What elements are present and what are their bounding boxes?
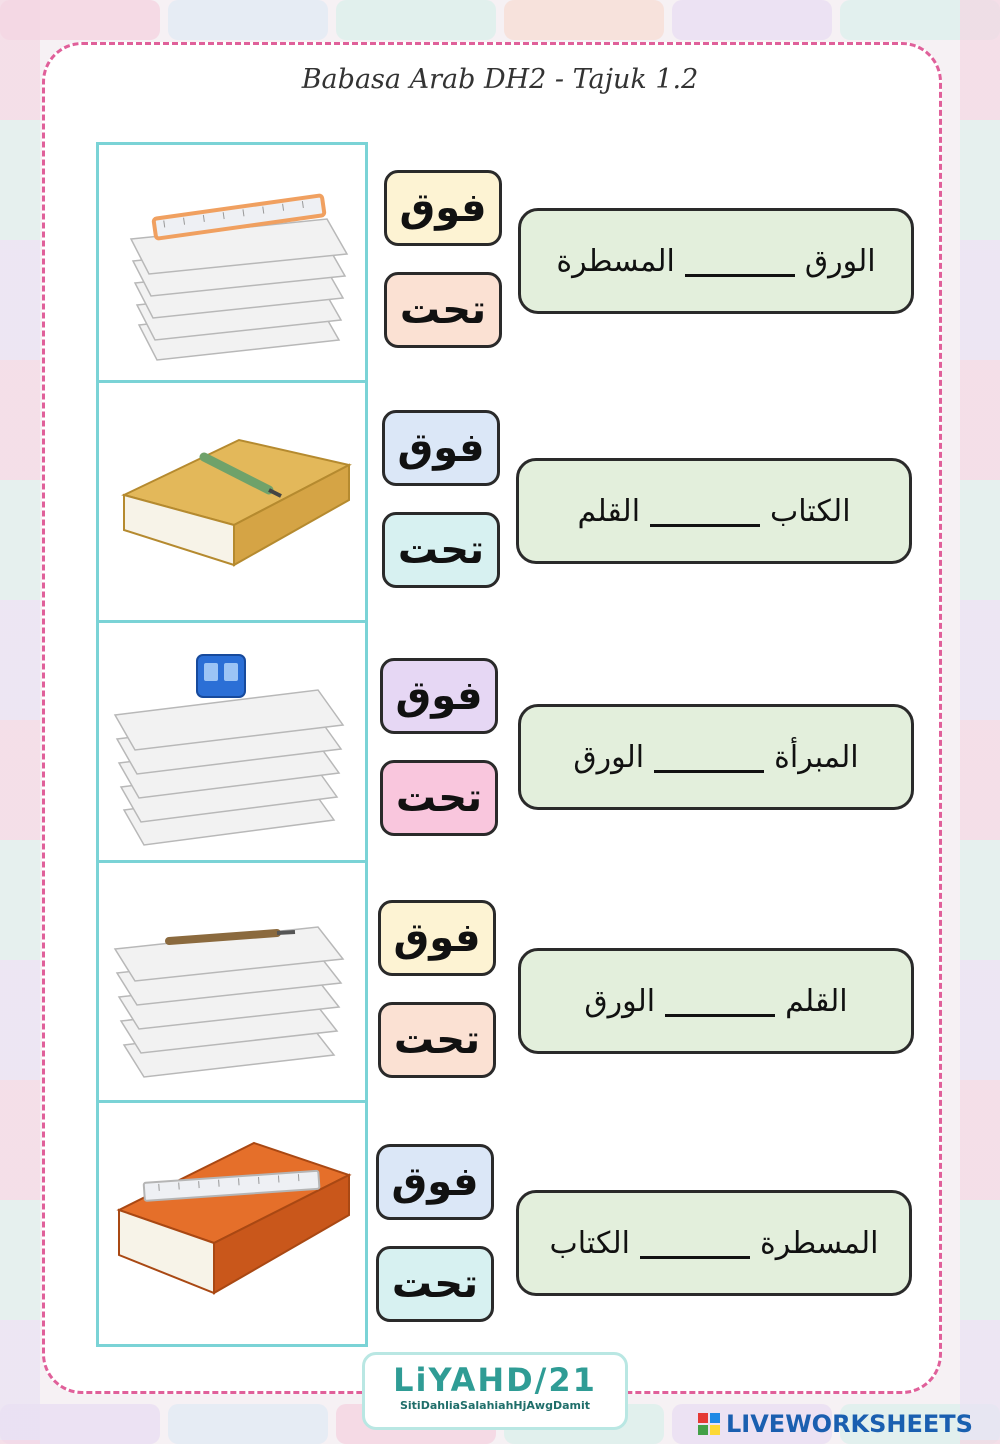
choice-above-3[interactable]: فوق [380, 658, 498, 734]
sentence-3-blank[interactable] [654, 742, 764, 773]
sentence-2-blank[interactable] [650, 496, 760, 527]
image-sharpener-on-paper-stack [99, 625, 365, 863]
choice-below-2[interactable]: تحت [382, 512, 500, 588]
sentence-3-word-a: المبرأة [774, 739, 859, 775]
decorative-top-strip [0, 0, 1000, 40]
sentence-3 [518, 704, 914, 810]
choice-below-3[interactable]: تحت [380, 760, 498, 836]
sentence-4-blank[interactable] [665, 986, 775, 1017]
pen-on-book-icon [109, 395, 355, 613]
ruler-on-book-icon [109, 1115, 355, 1333]
sentence-4-word-b: الورق [584, 983, 656, 1019]
sharpener-on-paper-stack-icon [109, 635, 355, 853]
image-ruler-on-book [99, 1105, 365, 1343]
liveworksheets-brand[interactable] [698, 1408, 994, 1440]
decorative-right-border [960, 0, 1000, 1444]
sentence-5 [516, 1190, 912, 1296]
image-pen-on-book [99, 385, 365, 623]
choice-above-1[interactable]: فوق [384, 170, 502, 246]
sentence-5-word-a: المسطرة [760, 1225, 879, 1261]
decorative-left-border [0, 0, 40, 1444]
author-logo-sub: SitiDahliaSalahiahHjAwgDamit [399, 1399, 591, 1412]
image-ruler-on-paper-stack [99, 145, 365, 383]
sentence-1-word-b: المسطرة [556, 243, 675, 279]
sentence-1 [518, 208, 914, 314]
sentence-5-blank[interactable] [640, 1228, 750, 1259]
sentence-5-word-b: الكتاب [549, 1225, 631, 1261]
sentence-4-word-a: القلم [785, 983, 848, 1019]
choice-below-5[interactable]: تحت [376, 1246, 494, 1322]
sentence-2-word-a: الكتاب [770, 493, 851, 529]
choice-below-1[interactable]: تحت [384, 272, 502, 348]
choice-above-4[interactable]: فوق [378, 900, 496, 976]
author-logo-main: LiYAHD/21 [393, 1361, 597, 1399]
sentence-1-word-a: الورق [804, 243, 876, 279]
liveworksheets-logo-icon [698, 1413, 720, 1435]
choice-below-4[interactable]: تحت [378, 1002, 496, 1078]
choice-above-5[interactable]: فوق [376, 1144, 494, 1220]
choice-above-2[interactable]: فوق [382, 410, 500, 486]
worksheet-title: Babasa Arab DH2 - Tajuk 1.2 [301, 64, 699, 95]
image-pen-on-paper-stack [99, 865, 365, 1103]
image-column [96, 142, 368, 1347]
pen-on-paper-stack-icon [109, 875, 355, 1093]
sentence-1-blank[interactable] [685, 246, 795, 277]
ruler-on-paper-stack-icon [109, 155, 355, 373]
sentence-3-word-b: الورق [573, 739, 645, 775]
sentence-2-word-b: القلم [577, 493, 641, 529]
liveworksheets-text: LIVEWORKSHEETS [726, 1410, 973, 1438]
sentence-4 [518, 948, 914, 1054]
author-logo [362, 1352, 628, 1430]
sentence-2 [516, 458, 912, 564]
